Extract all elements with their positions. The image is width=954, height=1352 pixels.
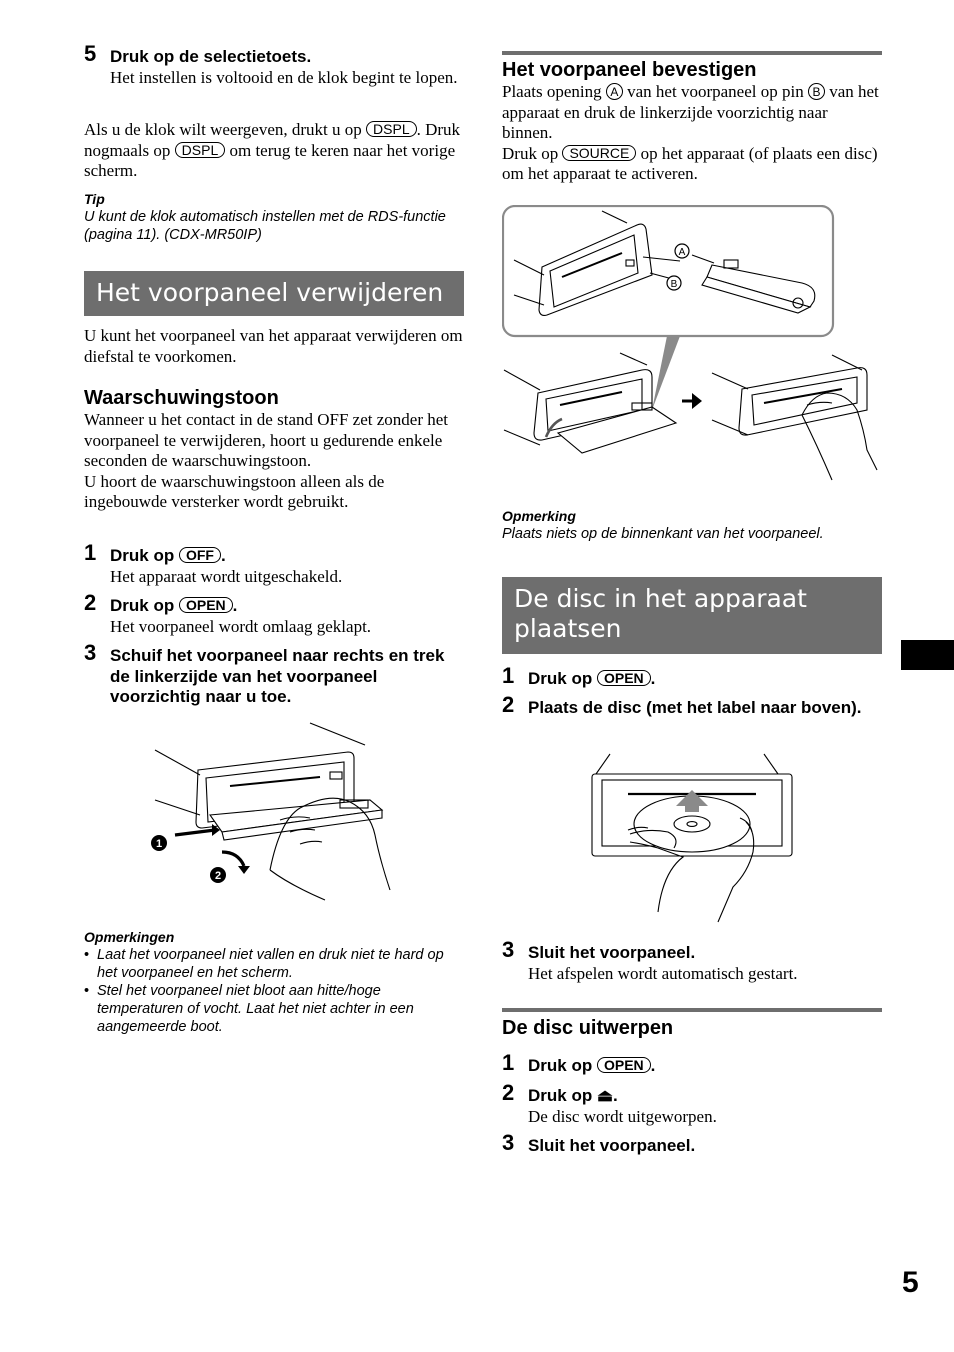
step-heading: Plaats de disc (met het label naar boven). <box>528 698 862 717</box>
figure-label-b: B <box>670 279 678 290</box>
open-key: OPEN <box>597 1057 651 1073</box>
step-number: 5 <box>84 41 97 66</box>
eject-icon: ⏏ <box>596 1086 614 1105</box>
step-number: 1 <box>84 540 97 565</box>
warning-title: Waarschuwingstoon <box>84 387 279 409</box>
step-number: 2 <box>502 1080 515 1105</box>
step-3 <box>84 640 464 708</box>
attach-note <box>502 507 882 543</box>
open-key: OPEN <box>179 597 233 613</box>
step-heading: Schuif het voorpaneel naar rechts en trek de linkerzijde van het voorpaneel voorzichtig naar u toe. <box>110 646 445 706</box>
insert-step-3 <box>502 937 882 984</box>
section-tab <box>901 640 954 670</box>
notes-block <box>84 928 464 1036</box>
eject-title: De disc uitwerpen <box>502 1017 674 1039</box>
step-text: Het voorpaneel wordt omlaag geklapt. <box>110 616 372 636</box>
page-number: 5 <box>902 1266 919 1299</box>
clock-paragraph: Als u de klok wilt weergeven, drukt u op DSPL . Druk nogmaals op DSPL om terug te keren naar het vorige scherm. <box>84 120 461 180</box>
step-1: 1 Druk op OFF . Het apparaat wordt uitgeschakeld. <box>110 546 464 587</box>
insert-step-2 <box>502 692 882 719</box>
off-key: OFF <box>179 547 221 563</box>
step-number: 2 <box>502 692 515 717</box>
warning-block <box>84 386 464 513</box>
step-heading: Druk op <box>110 596 175 615</box>
attach-title: Het voorpaneel bevestigen <box>502 59 757 81</box>
tip-title: Tip <box>84 191 105 207</box>
warning-p1: Wanneer u het contact in de stand OFF zet zonder het voorpaneel te verwijderen, hoort u gedurende enkele seconden de waarschuwingstoon. <box>84 410 449 470</box>
insert-step-1: 1 Druk op OPEN . <box>502 663 656 688</box>
note-item: • Stel het voorpaneel niet bloot aan hitte/hoge temperaturen of vocht. Laat het niet achter in een aangemeerde boot. <box>84 982 464 1036</box>
attach-block <box>502 58 882 185</box>
note-text: Plaats niets op de binnenkant van het voorpaneel. <box>502 526 824 542</box>
step-heading: Druk op <box>528 1056 593 1075</box>
section-rule <box>502 1008 882 1012</box>
note-item: • Laat het voorpaneel niet vallen en druk niet te hard op het voorpaneel en het scherm. <box>84 946 464 982</box>
tip-text: U kunt de klok automatisch instellen met de RDS-functie (pagina 11). (CDX-MR50IP) <box>84 209 446 243</box>
remove-panel-illustration <box>140 720 400 910</box>
step-heading: Sluit het voorpaneel. <box>528 1136 696 1155</box>
attach-p1: Plaats opening A van het voorpaneel op pin B van het apparaat en druk de linkerzijde voorzichtig naar binnen. <box>502 82 879 142</box>
dspl-key: DSPL <box>175 142 226 158</box>
eject-step-3 <box>502 1130 882 1157</box>
section-banner: Het voorpaneel verwijderen <box>84 271 464 316</box>
source-key: SOURCE <box>562 145 636 161</box>
figure-label-a: A <box>678 247 686 258</box>
eject-step-1: 1 Druk op OPEN . <box>502 1050 656 1075</box>
insert-disc-illustration <box>588 752 798 924</box>
step-heading: Druk op de selectietoets. <box>110 47 312 66</box>
attach-panel-illustration <box>502 205 884 495</box>
warning-p2: U hoort de waarschuwingstoon alleen als de ingebouwde versterker wordt gebruikt. <box>84 471 385 511</box>
section-banner: De disc in het apparaat plaatsen <box>502 577 882 654</box>
figure-label: 1 <box>155 838 163 850</box>
marker-b: B <box>808 83 825 100</box>
step-text: Het afspelen wordt automatisch gestart. <box>528 963 798 983</box>
step-number: 3 <box>84 640 97 665</box>
attach-p2: Druk op SOURCE op het apparaat (of plaats een disc) om het apparaat te activeren. <box>502 143 878 183</box>
step-text: Het apparaat wordt uitgeschakeld. <box>110 566 343 586</box>
step-2: 2 Druk op OPEN . Het voorpaneel wordt omlaag geklapt. <box>110 596 464 637</box>
step-number: 1 <box>502 663 515 688</box>
step-number: 3 <box>502 937 515 962</box>
dspl-key: DSPL <box>366 121 417 137</box>
notes-title: Opmerkingen <box>84 929 175 945</box>
eject-step-2: 2 Druk op ⏏. De disc wordt uitgeworpen. <box>528 1086 882 1127</box>
tip-block <box>84 190 464 244</box>
step-heading: Druk op <box>110 546 175 565</box>
step-5 <box>84 41 464 88</box>
step-text: De disc wordt uitgeworpen. <box>528 1106 717 1126</box>
step-text: Het instellen is voltooid en de klok begint te lopen. <box>110 67 458 87</box>
marker-a: A <box>606 83 623 100</box>
section-rule <box>502 51 882 55</box>
note-title: Opmerking <box>502 508 576 524</box>
intro-text: U kunt het voorpaneel van het apparaat verwijderen om diefstal te voorkomen. <box>84 326 463 366</box>
step-number: 3 <box>502 1130 515 1155</box>
step-heading: Druk op <box>528 669 593 688</box>
step-heading: Sluit het voorpaneel. <box>528 943 696 962</box>
step-number: 2 <box>84 590 97 615</box>
step-heading: Druk op <box>528 1086 593 1105</box>
open-key: OPEN <box>597 670 651 686</box>
step-number: 1 <box>502 1050 515 1075</box>
figure-label: 2 <box>214 870 222 882</box>
